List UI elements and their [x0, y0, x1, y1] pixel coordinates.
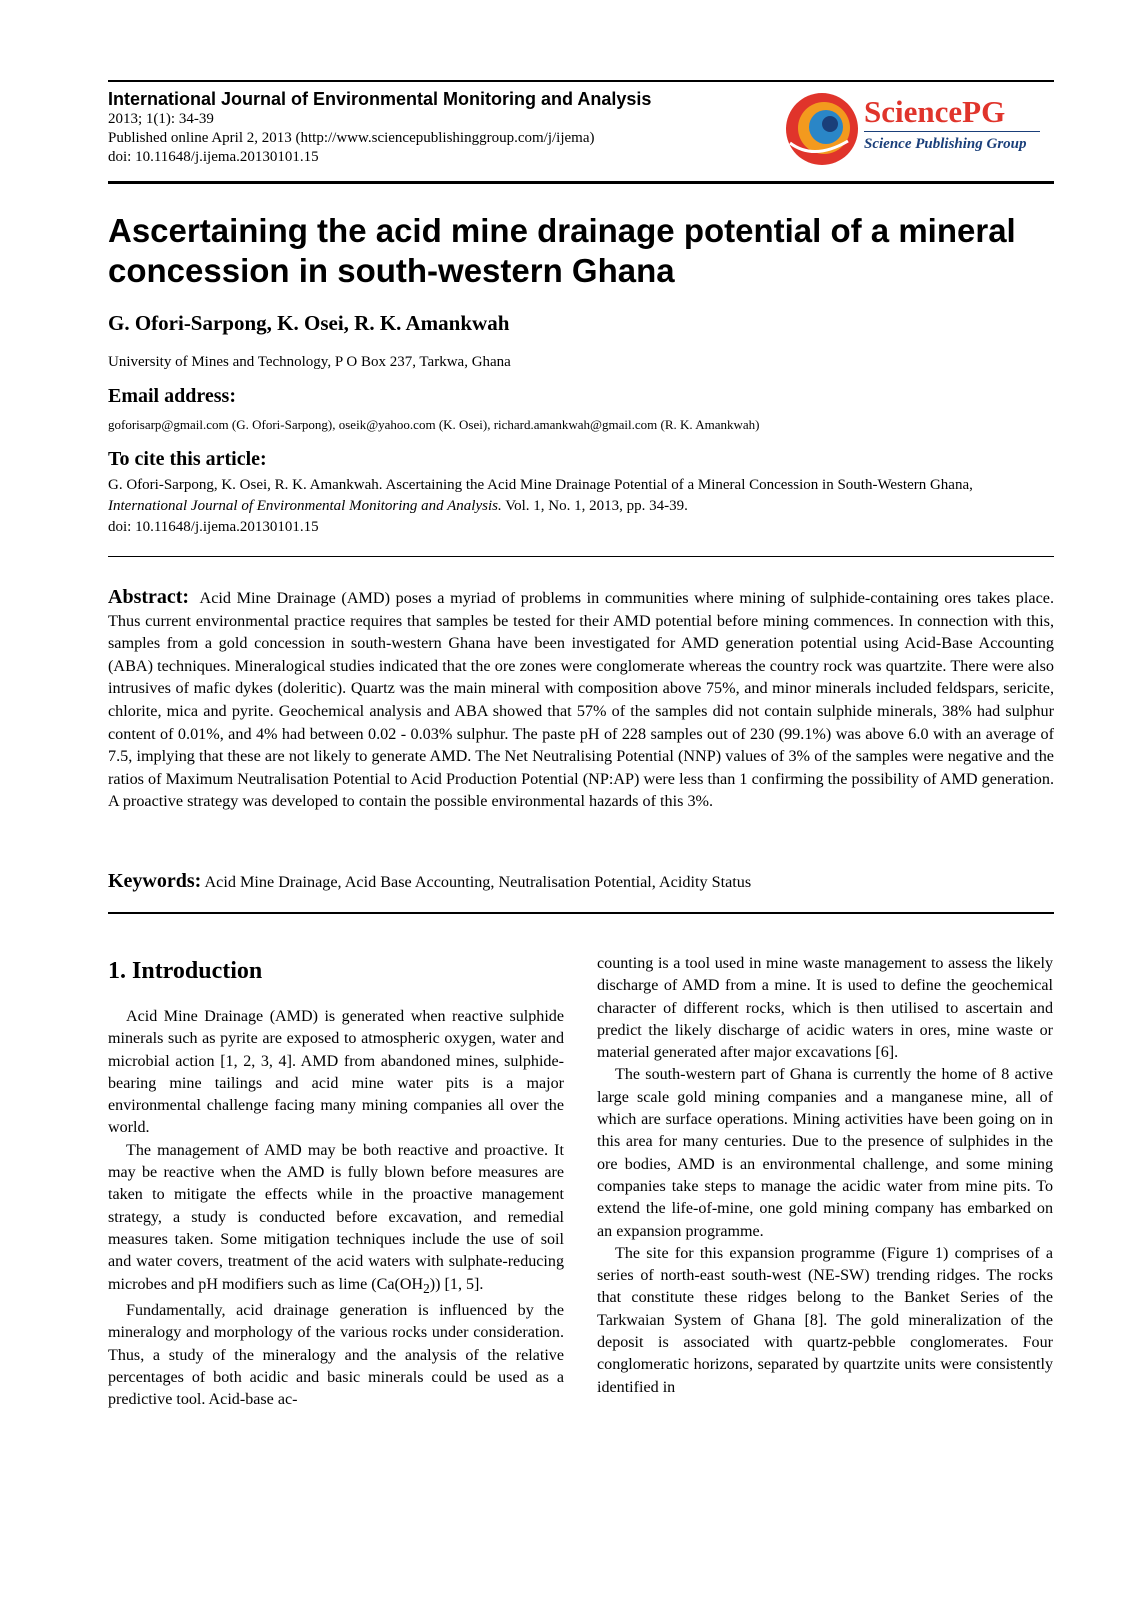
intro-paragraph-4: The south-western part of Ghana is currently the home of 8 active large scale gold mining companies and a manganese mine, all of which are surface operations. Mining activities have been going on in this area for many centuries. Due to the presence of sulphides in the ore bodies, AMD is an environmental challenge, and some mining companies take steps to manage the acidic water from mine pits. To extend the life-of-mine, one gold mining company has embarked on an expansion programme. [597, 1066, 1053, 1240]
citation-volume: Vol. 1, No. 1, 2013, pp. 34-39. [501, 498, 688, 514]
citation-text: G. Ofori-Sarpong, K. Osei, R. K. Amankwah. Ascertaining the Acid Mine Drainage Potential of a Mineral Concession in South-Western Ghana, [108, 477, 973, 493]
logo-emblem-icon [784, 91, 860, 167]
intro-paragraph-2 [108, 1140, 564, 1300]
abstract [108, 586, 1054, 813]
article-title: Ascertaining the acid mine drainage potential of a mineral concession in south-western Ghana [108, 212, 1016, 289]
keywords-rule [108, 912, 1054, 914]
email-heading: Email address: [108, 385, 236, 407]
header-rule [108, 181, 1054, 184]
intro-paragraph-3-cont: counting is a tool used in mine waste management to assess the likely discharge of AMD from a mine. It is used to define the geochemical character of different rocks, which is then utilised to ascertain and predict the likely discharge of acidic waters in ores, mine waste or material generated after major excavations [6]. [597, 955, 1053, 1062]
logo-name: SciencePG [864, 94, 1006, 129]
email-addresses: goforisarp@gmail.com (G. Ofori-Sarpong), oseik@yahoo.com (K. Osei), richard.amankwah@gmail.com (R. K. Amankwah) [108, 417, 760, 432]
article-affiliation: University of Mines and Technology, P O Box 237, Tarkwa, Ghana [108, 354, 511, 370]
intro-paragraph-5: The site for this expansion programme (Figure 1) comprises of a series of north-east south-west (NE-SW) trending ridges. The rocks that constitute these ridges belong to the Banket Series of the Tarkwaian System of Ghana [8]. The gold mineralization of the deposit is associated with quartz-pebble conglomerates. Four conglomeratic horizons, separated by quartzite units were consistently identified in [597, 1244, 1053, 1396]
journal-name: International Journal of Environmental Monitoring and Analysis [108, 89, 652, 109]
cite-heading: To cite this article: [108, 448, 267, 470]
intro-paragraph-2-text: The management of AMD may be both reactive and proactive. It may be reactive when the AMD is fully blown before measures are taken to mitigate the effects while in the proactive management strategy, a study is conducted before excavation, and remedial measures taken. Some mitigation techniques include the use of soil and water covers, treatment of the acid waters with sulphate-reducing microbes and pH modifiers such as lime (Ca(OH [108, 1141, 564, 1293]
abstract-text: Acid Mine Drainage (AMD) poses a myriad of problems in communities where mining of sulphide-containing ores takes place. Thus current environmental practice requires that samples be tested for their AMD potential before mining commences. In connection with this, samples from a gold concession in south-western Ghana have been investigated for AMD generation potential using Acid-Base Accounting (ABA) techniques. Mineralogical studies indicated that the ore zones were conglomerate whereas the country rock was quartzite. There were also intrusives of mafic dykes (doleritic). Quartz was the main mineral with composition above 75%, and minor minerals included feldspars, sericite, chlorite, mica and pyrite. Geochemical analysis and ABA showed that 57% of the samples did not contain sulphide minerals, 38% had sulphur content of 0.01%, and 4% had between 0.02 - 0.03% sulphur. The paste pH of 228 samples out of 230 (99.1%) was above 6.0 with an average of 7.5, implying that these are not likely to generate AMD. The Net Neutralising Potential (NNP) values of 3% of the samples were negative and the ratios of Maximum Neutralisation Potential to Acid Production Potential (NP:AP) were less than 1 confirming the possibility of AMD generation. A proactive strategy was developed to contain the possible environmental hazards of this 3%. [108, 589, 1054, 811]
journal-header [108, 88, 748, 167]
subscript: 2 [423, 1280, 430, 1296]
citation-doi: doi: 10.11648/j.ijema.20130101.15 [108, 519, 319, 535]
journal-published: Published online April 2, 2013 (http://www.sciencepublishinggroup.com/j/ijema) [108, 130, 595, 146]
intro-paragraph-3: Fundamentally, acid drainage generation is influenced by the mineralogy and morphology of the various rocks under consideration. Thus, a study of the mineralogy and the analysis of the relative percentages of both acidic and basic minerals could be used as a predictive tool. Acid-base ac- [108, 1302, 564, 1409]
citation-rule [108, 556, 1054, 557]
journal-doi: doi: 10.11648/j.ijema.20130101.15 [108, 149, 319, 165]
top-rule [108, 80, 1054, 82]
citation [108, 475, 1054, 538]
keywords-label: Keywords: [108, 870, 202, 892]
citation-journal: International Journal of Environmental Monitoring and Analysis. [108, 498, 502, 514]
logo-underline [864, 131, 1040, 132]
column-left [108, 1006, 564, 1412]
keywords [108, 870, 1054, 893]
section-heading-introduction: 1. Introduction [108, 958, 263, 984]
sciencepg-logo [784, 91, 1044, 167]
column-right [597, 953, 1053, 1399]
intro-paragraph-2-end: )) [1, 5]. [429, 1275, 484, 1293]
logo-subtitle: Science Publishing Group [864, 136, 1027, 152]
article-authors: G. Ofori-Sarpong, K. Osei, R. K. Amankwah [108, 311, 510, 335]
journal-volume: 2013; 1(1): 34-39 [108, 111, 214, 127]
abstract-label: Abstract: [108, 586, 190, 608]
intro-paragraph-1: Acid Mine Drainage (AMD) is generated when reactive sulphide minerals such as pyrite are exposed to atmospheric oxygen, water and microbial action [1, 2, 3, 4]. AMD from abandoned mines, sulphide-bearing mine tailings and acid mine water pits is a major environmental challenge facing many mining companies all over the world. [108, 1008, 564, 1137]
keywords-text: Acid Mine Drainage, Acid Base Accounting, Neutralisation Potential, Acidity Status [204, 873, 752, 891]
